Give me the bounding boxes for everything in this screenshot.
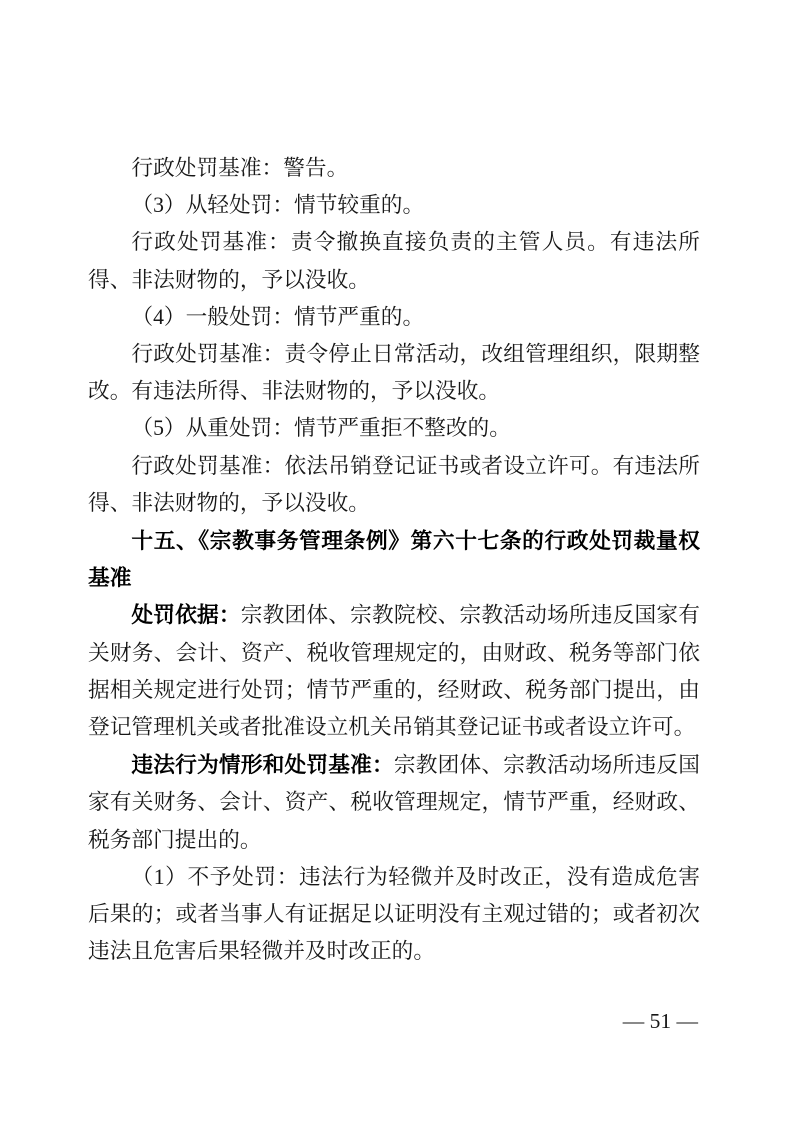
- paragraph: [88, 336, 700, 410]
- paragraph-text: 行政处罚基准：警告。: [131, 156, 349, 180]
- paragraph-text: （3）从轻处罚：情节较重的。: [131, 193, 425, 218]
- paragraph-bold-prefix: 处罚依据：: [131, 602, 241, 628]
- paragraph-bold-prefix: 违法行为情形和处罚基准：: [131, 752, 394, 778]
- paragraph-text: 行政处罚基准：依法吊销登记证书或者设立许可。有违法所得、非法财物的，予以没收。: [88, 453, 700, 515]
- paragraph: [88, 596, 700, 746]
- paragraph-text: 宗教团体、宗教活动场所违反国家有关财务、会计、资产、税收管理规定，情节严重，经财政、税务部门提出的。: [88, 753, 700, 852]
- paragraph-text: （1）不予处罚：违法行为轻微并及时改正，没有造成危害后果的；或者当事人有证据足以证明没有主观过错的；或者初次违法且危害后果轻微并及时改正的。: [88, 864, 700, 964]
- paragraph-text: （5）从重处罚：情节严重拒不整改的。: [131, 416, 511, 441]
- paragraph-text: 行政处罚基准：责令撤换直接负责的主管人员。有违法所得、非法财物的，予以没收。: [88, 230, 700, 292]
- paragraph: [88, 299, 700, 336]
- paragraph: [88, 150, 700, 187]
- paragraph: [88, 224, 700, 298]
- paragraph-text: 行政处罚基准：责令停止日常活动，改组管理组织，限期整改。有违法所得、非法财物的，予以没收。: [88, 342, 700, 404]
- paragraph: [88, 187, 700, 224]
- paragraph-text: 十五、《宗教事务管理条例》第六十七条的行政处罚裁量权基准: [88, 528, 700, 591]
- paragraph-text: （4）一般处罚：情节严重的。: [131, 304, 425, 329]
- document-body: [88, 150, 700, 970]
- section-heading: [88, 522, 700, 596]
- paragraph: [88, 448, 700, 522]
- paragraph: [88, 410, 700, 447]
- page-number: — 51 —: [622, 1009, 698, 1033]
- paragraph: [88, 746, 700, 859]
- paragraph: [88, 859, 700, 971]
- paragraph-text: 宗教团体、宗教院校、宗教活动场所违反国家有关财务、会计、资产、税收管理规定的，由财政、税务等部门依据相关规定进行处罚；情节严重的，经财政、税务部门提出，由登记管理机关或者批准设立机关吊销其登记证书或者设立许可。: [88, 603, 700, 740]
